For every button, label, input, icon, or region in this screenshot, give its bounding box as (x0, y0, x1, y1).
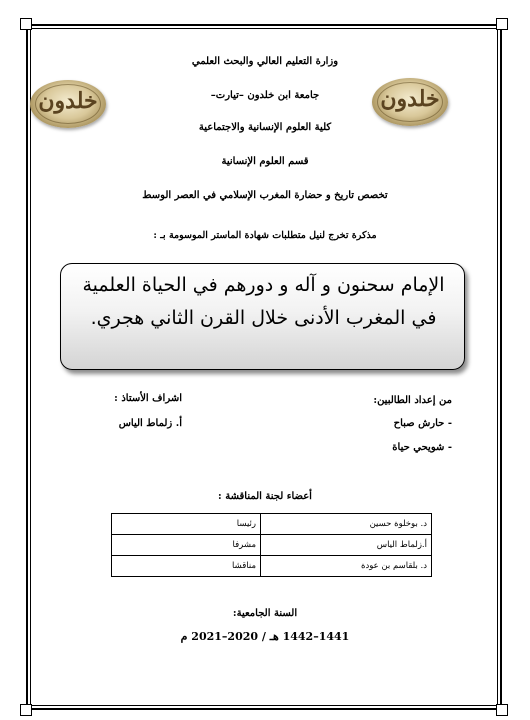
university-heading: جامعة ابن خلدون –تيارت– (210, 90, 320, 101)
department-heading: قسم العلوم الإنسانية (221, 156, 309, 167)
supervisor-label: اشراف الأستاذ : (114, 393, 182, 404)
academic-year-value: 1441–1442 هـ / 2020–2021 م (180, 630, 350, 643)
students-label: من إعداد الطالبين: (373, 395, 452, 406)
logo-lettering: خلدون (380, 86, 440, 112)
border-corner-bottom-left (20, 704, 32, 716)
table-row (112, 514, 432, 535)
jury-member-name: د. بلقاسم بن عودة (261, 556, 432, 577)
jury-member-role: مناقشا (112, 556, 261, 577)
border-corner-top-right (496, 18, 508, 30)
supervisor-name: أ. زلماط الياس (118, 418, 182, 429)
thesis-title-line-2: في المغرب الأدنى خلال القرن الثاني هجري. (90, 307, 437, 329)
table-row (112, 556, 432, 577)
border-corner-bottom-right (496, 704, 508, 716)
university-logo-right (372, 78, 448, 126)
student-name-1: - حارش صباح (393, 418, 452, 429)
specialty-heading: تخصص تاريخ و حضارة المغرب الإسلامي في العصر الوسط (142, 190, 388, 201)
university-logo-left (30, 80, 106, 128)
thesis-title-box (60, 263, 465, 370)
memo-intro: مذكرة تخرج لنيل متطلبات شهادة الماستر الموسومة بـ : (153, 230, 377, 241)
table-row (112, 535, 432, 556)
logo-lettering: خلدون (38, 88, 98, 114)
ministry-heading: وزارة التعليم العالي والبحث العلمي (191, 56, 339, 67)
jury-label: أعضاء لجنة المناقشة : (218, 491, 312, 502)
academic-year-label: السنة الجامعية: (232, 608, 298, 619)
jury-member-name: د. بوخلوة حسين (261, 514, 432, 535)
jury-table (111, 513, 432, 577)
jury-member-role: مشرفا (112, 535, 261, 556)
thesis-title-line-1: الإمام سحنون و آله و دورهم في الحياة العلمية (82, 274, 445, 296)
faculty-heading: كلية العلوم الإنسانية والاجتماعية (198, 122, 332, 133)
student-name-2: - شويحي حياة (392, 442, 452, 453)
jury-member-name: أ.زلماط الياس (261, 535, 432, 556)
border-corner-top-left (20, 18, 32, 30)
jury-member-role: رئيسا (112, 514, 261, 535)
